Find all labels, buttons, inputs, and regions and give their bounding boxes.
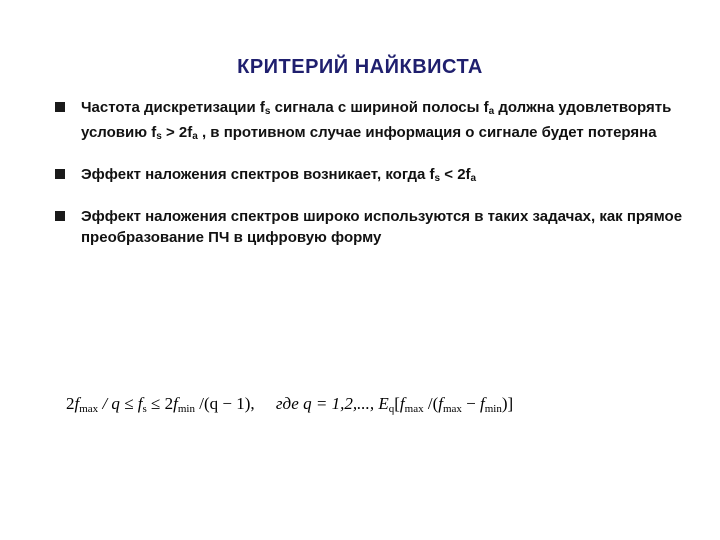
bullet-item (55, 97, 705, 147)
bullet-item (55, 206, 705, 248)
slide-title: КРИТЕРИЙ НАЙКВИСТА (237, 56, 483, 78)
square-bullet-icon (55, 102, 65, 112)
bullet-text: Эффект наложения спектров широко используются в таких задачах, как прямое преобразование ПЧ в цифровую форму (81, 208, 683, 246)
nyquist-formula: $2f_{max} / q \le f_s \le 2f_{min}$ /(q − 1), где q = 1,2,..., $E_q[f_{max}$ $/(f_{max} - f_{min})$] (66, 394, 514, 415)
square-bullet-icon (55, 169, 65, 179)
bullet-text: Эффект наложения спектров возникает, когда $f_s < 2f_a$ (81, 166, 477, 184)
square-bullet-icon (55, 211, 65, 221)
bullet-text: Частота дискретизации $f_s$ сигнала с шириной полосы $f_a$ должна удовлетворять условию $f_s > 2f_a$ , в противном случае информация о сигнале будет потеряна (81, 99, 672, 142)
bullet-list (55, 97, 705, 265)
bullet-item (55, 164, 705, 189)
